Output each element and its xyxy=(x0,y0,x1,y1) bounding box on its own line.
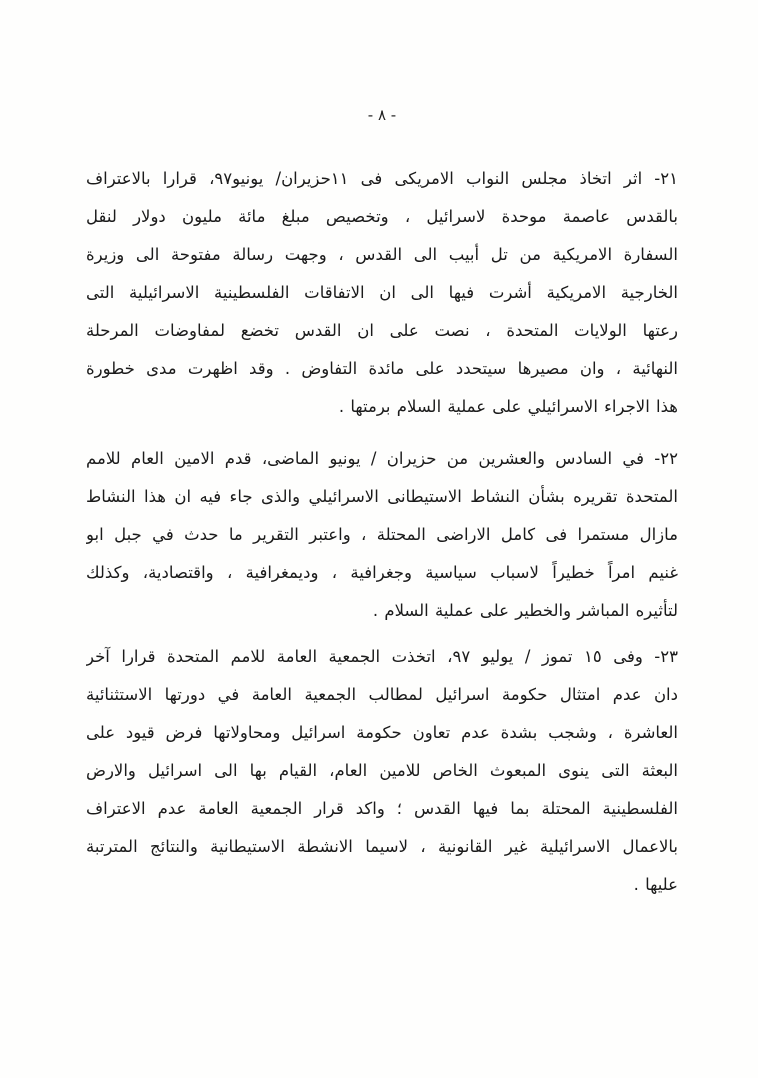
paragraph-22 xyxy=(86,440,678,630)
text-line: هذا الاجراء الاسرائيلي على عملية السلام برمتها . xyxy=(338,397,678,416)
text-line: العاشرة ، وشجب بشدة عدم تعاون حكومة اسرائيل ومحاولاتها فرض قيود على xyxy=(86,723,678,742)
text-line: بالاعمال الاسرائيلية غير القانونية ، لاسيما الانشطة الاستيطانية والنتائج المترتبة xyxy=(86,837,678,856)
text-line: عليها . xyxy=(633,875,678,894)
text-line: الخارجية الامريكية أشرت فيها الى ان الاتفاقات الفلسطينية الاسرائيلية التى xyxy=(86,283,678,302)
text-line: مازال مستمرا فى كامل الاراضى المحتلة ، واعتبر التقرير ما حدث في جبل ابو xyxy=(86,525,678,544)
text-line: غنيم امراً خطيراً لاسباب سياسية وجغرافية ، وديمغرافية ، واقتصادية، وكذلك xyxy=(86,563,678,582)
page-number: - ٨ - xyxy=(367,106,397,124)
text-line: ٢١- اثر اتخاذ مجلس النواب الامريكى فى ١١حزيران/ يونيو٩٧، قرارا بالاعتراف xyxy=(86,169,678,188)
text-line: لتأثيره المباشر والخطير على عملية السلام . xyxy=(372,601,678,620)
paragraph-21 xyxy=(86,160,678,426)
text-line: السفارة الامريكية من تل أبيب الى القدس ، وجهت رسالة مفتوحة الى وزيرة xyxy=(86,245,678,264)
text-line: بالقدس عاصمة موحدة لاسرائيل ، وتخصيص مبلغ مائة مليون دولار لنقل xyxy=(86,207,678,226)
text-line: دان عدم امتثال حكومة اسرائيل لمطالب الجمعية العامة في دورتها الاستثنائية xyxy=(86,685,678,704)
text-line: ٢٢- في السادس والعشرين من حزيران / يونيو الماضى، قدم الامين العام للامم xyxy=(86,449,678,468)
text-line: رعتها الولايات المتحدة ، نصت على ان القدس تخضع لمفاوضات المرحلة xyxy=(86,321,678,340)
paragraph-23 xyxy=(86,638,678,904)
text-line: النهائية ، وان مصيرها سيتحدد على مائدة التفاوض . وقد اظهرت مدى خطورة xyxy=(86,359,678,378)
text-line: المتحدة تقريره بشأن النشاط الاستيطانى الاسرائيلي والذى جاء فيه ان هذا النشاط xyxy=(86,487,678,506)
text-line: البعثة التى ينوى المبعوث الخاص للامين العام، القيام بها الى اسرائيل والارض xyxy=(86,761,678,780)
text-line: ٢٣- وفى ١٥ تموز / يوليو ٩٧، اتخذت الجمعية العامة للامم المتحدة قرارا آخر xyxy=(86,647,678,666)
text-line: الفلسطينية المحتلة بما فيها القدس ؛ واكد قرار الجمعية العامة عدم الاعتراف xyxy=(86,799,678,818)
